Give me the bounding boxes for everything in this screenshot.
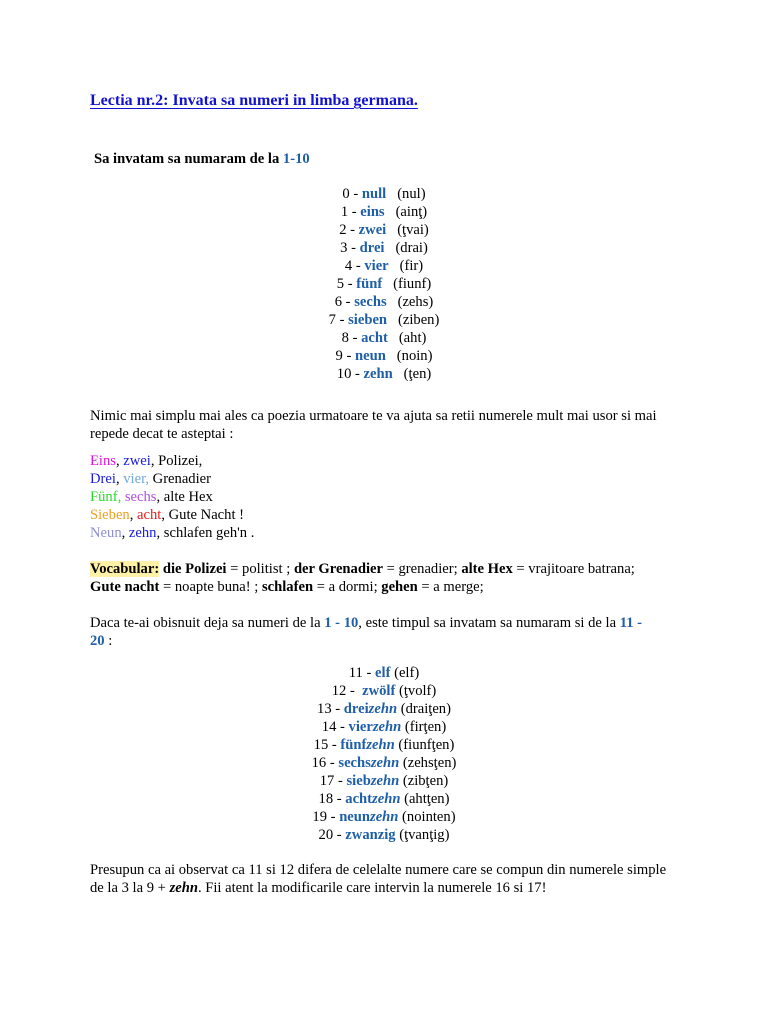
number-row: 0 - null (nul) (342, 186, 426, 202)
number-row: 13 - dreizehn (draiţen) (317, 701, 451, 717)
number-row: 7 - sieben (ziben) (328, 312, 440, 328)
intro-line: Sa invatam sa numaram de la 1-10 (94, 151, 310, 167)
number-row: 6 - sechs (zehs) (334, 294, 434, 310)
number-row: 2 - zwei (ţvai) (339, 222, 429, 238)
number-row: 12 - zwölf (ţvolf) (331, 683, 437, 699)
number-row: 4 - vier (fir) (344, 258, 424, 274)
transition-text: Daca te-ai obisnuit deja sa numeri de la 1 - 10, este timpul sa invatam sa numaram si de la 11 - 20 : (90, 615, 642, 649)
poem-line: Neun, zehn, schlafen geh'n . (90, 525, 255, 541)
number-row: 1 - eins (ainţ) (340, 204, 428, 220)
poem-intro: Nimic mai simplu mai ales ca poezia urmatoare te va ajuta sa retii numerele mult mai usor si mai repede decat te asteptai : (90, 408, 657, 442)
number-row: 9 - neun (noin) (335, 348, 433, 364)
number-row: 18 - achtzehn (ahtţen) (318, 791, 450, 807)
intro-range: 1-10 (282, 151, 310, 167)
vocab-label: Vocabular: (90, 561, 160, 577)
number-row: 19 - neunzehn (nointen) (312, 809, 456, 825)
number-row: 16 - sechszehn (zehsţen) (311, 755, 457, 771)
poem-line: Fünf, sechs, alte Hex (90, 489, 213, 505)
numbers-1-10-list (0, 185, 768, 383)
number-row: 11 - elf (elf) (348, 665, 420, 681)
vocabulary: Vocabular: die Polizei = politist ; der Grenadier = grenadier; alte Hex = vrajitoare batrana; Gute nacht = noapte buna! ; schlafen = a dormi; gehen = a merge; (90, 561, 635, 595)
number-row: 5 - fünf (fiunf) (336, 276, 432, 292)
poem-line: Sieben, acht, Gute Nacht ! (90, 507, 245, 523)
lesson-title: Lectia nr.2: Invata sa numeri in limba germana. (90, 92, 418, 109)
number-row: 3 - drei (drai) (340, 240, 428, 256)
numbers-11-20-list (0, 664, 768, 844)
number-row: 14 - vierzehn (firţen) (321, 719, 447, 735)
poem-line: Drei, vier, Grenadier (90, 471, 211, 487)
number-row: 17 - siebzehn (zibţen) (319, 773, 449, 789)
poem-line: Eins, zwei, Polizei, (90, 453, 203, 469)
number-row: 15 - fünfzehn (fiunfţen) (313, 737, 455, 753)
closing-text: Presupun ca ai observat ca 11 si 12 difera de celelalte numere care se compun din numerele simple de la 3 la 9 + zehn. Fii atent la modificarile care intervin la numerele 16 si 17! (90, 862, 667, 896)
number-row: 20 - zwanzig (ţvanţig) (318, 827, 450, 843)
number-row: 10 - zehn (ţen) (336, 366, 432, 382)
number-row: 8 - acht (aht) (341, 330, 427, 346)
poem (90, 452, 254, 542)
